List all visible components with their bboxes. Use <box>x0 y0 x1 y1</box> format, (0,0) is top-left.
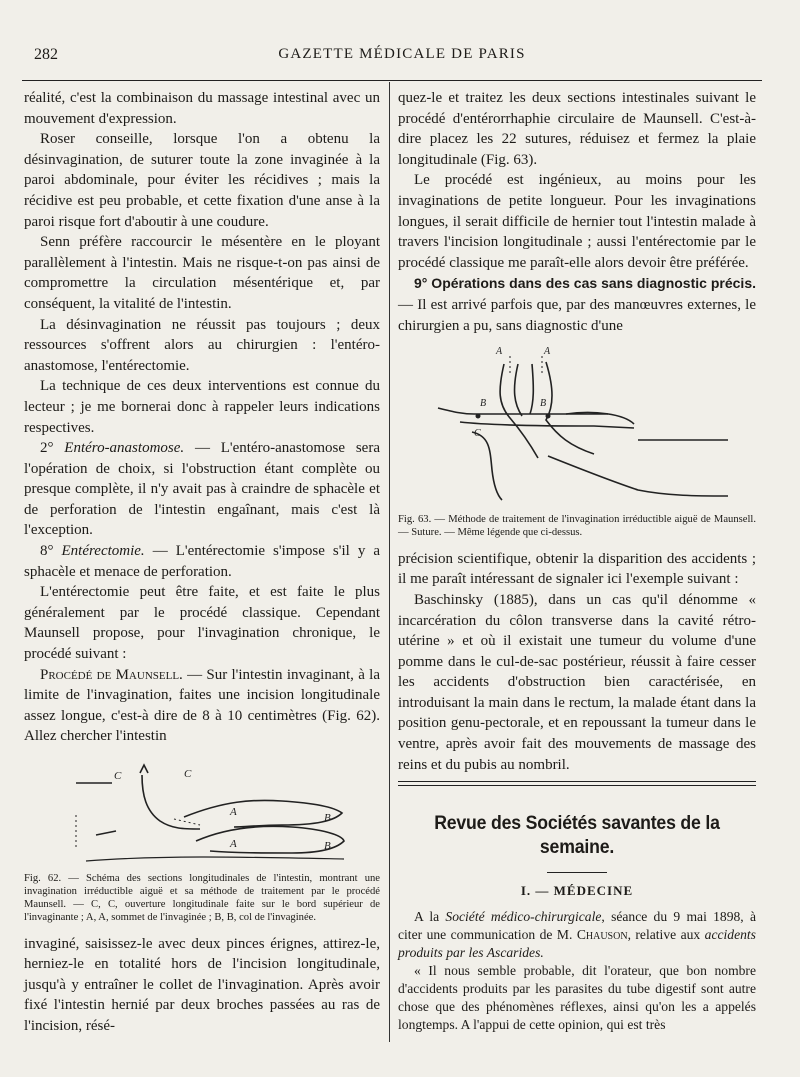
paragraph: Roser conseille, lorsque l'on a obtenu la désinvagination, de suturer toute la zone invaginée à la paroi abdominale, pour éviter les récidives ; mais la récidive est peu probable, et cette fixation d'une anse à la paroi risque fort d'aboutir à une coudure. <box>24 131 380 230</box>
paragraph <box>398 273 756 336</box>
left-column <box>24 88 380 1037</box>
right-column <box>398 88 756 1034</box>
paragraph: L'entérectomie peut être faite, et est faite le plus généralement par le procédé classique. Cependant Maunsell propose, pour l'invagination chronique, le procédé suivant : <box>24 584 380 663</box>
paragraph <box>24 438 380 541</box>
item-text: — L'entéro-anastomose sera l'opération de choix, si l'obstruction étant complète ou presque complète, il n'y avait pas à craindre de sphacèle et de perforation de l'intestin engaînant, mais c'est là l'exception. <box>24 440 380 539</box>
subject: accidents produits par les Ascarides. <box>398 926 756 960</box>
loop-right-inner <box>530 364 533 414</box>
procedure-text: — Sur l'intestin invaginant, à la limite de l'invagination, faites une incision longitudinale assez longue, c'est-à dire de 8 à 10 centimètres (Fig. 62). Allez chercher l'intestin <box>24 666 380 745</box>
invagination-lower <box>196 826 344 853</box>
suture-point-left <box>476 414 481 419</box>
loop-right-outer <box>546 362 594 454</box>
invaginant-curve <box>142 775 200 829</box>
label-b1: B <box>480 398 487 410</box>
item-title: Entéro-anastomose. <box>64 440 185 457</box>
figure-62 <box>24 755 380 924</box>
label-b2: B <box>324 840 331 852</box>
medicine-section-title: I. — MÉDECINE <box>520 883 634 899</box>
paragraph: Senn préfère raccourcir le mésentère en le ployant parallèlement à l'intestin. Mais ne risque-t-on pas ainsi de compromettre la circulation mésentérique et, par conséquent, la vitalité de l'intestin. <box>24 234 380 312</box>
section-rule <box>398 781 756 786</box>
label-a2: A <box>230 838 237 850</box>
procedure-title: Procédé de Maunsell. <box>40 666 183 683</box>
paragraph: « Il nous semble probable, dit l'orateur, que bon nombre d'accidents produits par les parasites du tube digestif sont autre chose que des phénomènes réflexes, ainsi qu'on les a appelés longtemps. A l'appui de cette opinion, qui est très <box>398 962 756 1032</box>
loop-left-inner <box>515 364 522 416</box>
author-name: Chauson <box>576 926 628 942</box>
paragraph: quez-le et traitez les deux sections intestinales suivant le procédé d'entérorrhaphie circulaire de Maunsell. C'est-à-dire placez les 22 sutures, réduisez et fermez la plaie longitudinale (Fig. 63). <box>398 90 756 168</box>
label-c1: C <box>114 770 122 782</box>
page-number: 282 <box>34 46 58 63</box>
text-run: A la <box>414 908 446 924</box>
figure-62-diagram <box>24 755 380 863</box>
item-text: — L'entérectomie s'impose s'il y a sphacèle et menace de perforation. <box>24 543 380 580</box>
paragraph: réalité, c'est la combinaison du massage intestinal avec un mouvement d'expression. <box>24 90 380 127</box>
item-title: Entérectomie. <box>61 543 145 560</box>
arrow-head <box>140 765 148 773</box>
suture-mark <box>174 819 200 825</box>
paragraph: précision scientifique, obtenir la disparition des accidents ; il me paraît intéressant de signaler ici l'exemple suivant : <box>398 550 756 588</box>
figure-63 <box>398 340 756 539</box>
short-rule <box>547 872 607 873</box>
column-divider <box>389 82 390 1042</box>
label-a1: A <box>230 806 237 818</box>
section-text: — Il est arrivé parfois que, par des manœuvres externes, le chirurgien a pu, sans diagnostic d'une <box>398 296 756 334</box>
figure-63-caption: Fig. 63. — Méthode de traitement de l'invagination irréductible aiguë de Maunsell. — Suture. — Même légende que ci-dessus. <box>398 513 756 538</box>
label-a1: A <box>496 346 503 358</box>
label-a2: A <box>544 346 551 358</box>
text-run: , relative aux <box>627 926 705 942</box>
figure-63-diagram <box>398 340 756 504</box>
bottom-sweep <box>548 456 728 496</box>
society-name: Société médico-chirurgicale <box>445 908 602 924</box>
invagination-upper <box>184 800 342 827</box>
horizontal-lower <box>460 422 634 428</box>
society-review-title: Revue des Sociétés savantes de la semaine. <box>434 813 720 859</box>
suture-point-right <box>546 414 551 419</box>
paragraph: La désinvagination ne réussit pas toujours ; deux ressources s'offrent alors au chirurgien : l'entéro-anastomose, l'entérectomie. <box>24 316 380 374</box>
paragraph <box>24 541 380 582</box>
section-heading: 9° Opérations dans des cas sans diagnostic précis. <box>414 275 756 292</box>
paragraph <box>24 665 380 747</box>
label-c2: C <box>184 768 192 780</box>
journal-title: GAZETTE MÉDICALE DE PARIS <box>278 46 526 62</box>
label-b2: B <box>540 398 547 410</box>
header-rule <box>22 80 762 81</box>
figure-62-caption: Fig. 62. — Schéma des sections longitudinales de l'intestin, montrant une invagination irréductible aiguë et sa méthode de traitement par le procédé Maunsell. — C, C, ouverture longitudinale faite sur le bord supérieur de l'invaginante ; A, A, sommet de l'invaginée ; B, B, col de l'invaginée. <box>24 872 380 923</box>
paragraph <box>398 908 756 962</box>
label-b1: B <box>324 812 331 824</box>
paragraph: Le procédé est ingénieux, au moins pour les invaginations de petite longueur. Pour les invaginations longues, il serait difficile de hernier tout l'intestin malade à travers l'incision longitudinale ; aussi l'entérectomie par le procédé classique me paraît-elle alors devoir être préférée. <box>398 172 756 271</box>
paragraph: invaginé, saisissez-le avec deux pinces érignes, attirez-le, herniez-le en totalité hors de l'incision longitudinale, jusqu'à y entraîner le collet de l'invagination. Après avoir fixé l'intestin hernié par deux broches passées au ras de l'incision, résé- <box>24 935 380 1034</box>
stub-left <box>96 831 116 835</box>
label-c: C <box>474 428 481 440</box>
paragraph: La technique de ces deux interventions est connue du lecteur ; je me bornerai donc à rappeler leurs indications respectives. <box>24 378 380 436</box>
item-number: 8° <box>40 543 54 560</box>
lower-curve <box>472 432 502 500</box>
bottom-line <box>86 857 344 861</box>
page-header <box>24 36 780 76</box>
paragraph: Baschinsky (1885), dans un cas qu'il dénomme « incarcération du côlon transverse dans la cavité rétro-utérine » et où il existait une tumeur du volume d'une pomme dans le cul-de-sac postérieur, réussit à faire cesser les accidents d'obstruction bien caractérisée, en introduisant la main dans le rectum, la malade étant dans la position genu-pectorale, et en repoussant la tumeur dans le ventre, après avoir fait des mouvements de massage des reins et du pubis au nombril. <box>398 591 756 773</box>
item-number: 2° <box>40 440 54 457</box>
text-run: , séance du 9 mai 1898, à citer une communication de M. <box>398 908 756 942</box>
